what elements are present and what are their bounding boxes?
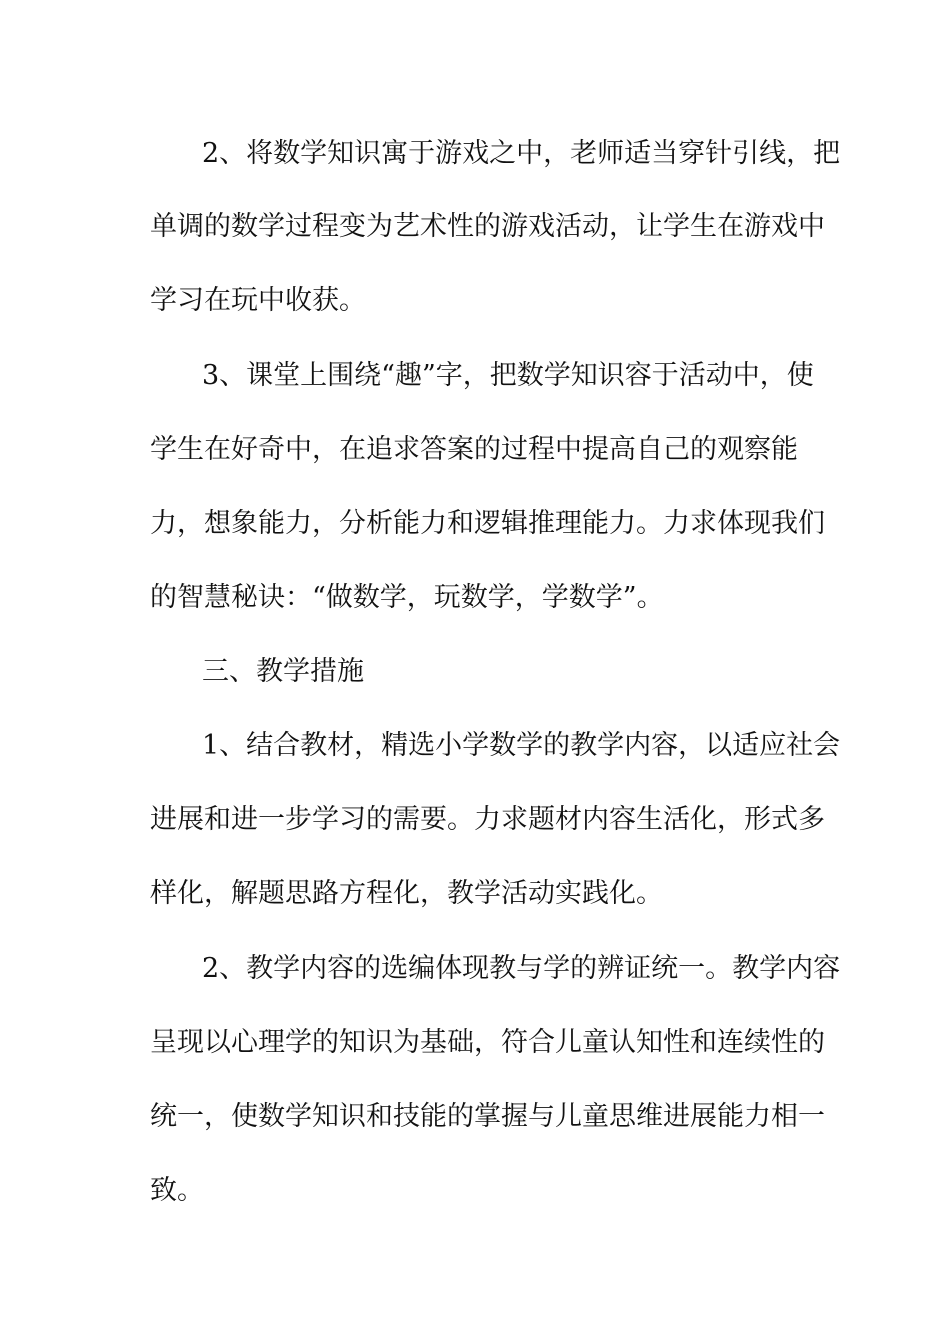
paragraph-2-line-1: 2、将数学知识寓于游戏之中，老师适当穿针引线，把 — [202, 138, 841, 169]
measure-1-line-3: 样化，解题思路方程化，教学活动实践化。 — [150, 878, 663, 909]
paragraph-3-line-4: 的智慧秘诀：“做数学，玩数学，学数学”。 — [150, 582, 664, 613]
paragraph-3-line-1: 3、课堂上围绕“趣”字，把数学知识容于活动中，使 — [202, 360, 814, 391]
measure-1-line-1: 1、结合教材，精选小学数学的教学内容，以适应社会 — [202, 730, 841, 761]
paragraph-2-line-3: 学习在玩中收获。 — [150, 285, 366, 316]
measure-2-line-1: 2、教学内容的选编体现教与学的辨证统一。教学内容 — [202, 953, 841, 984]
measure-2-line-3: 统一，使数学知识和技能的掌握与儿童思维进展能力相一 — [150, 1101, 825, 1132]
measure-2-line-4: 致。 — [150, 1175, 204, 1206]
paragraph-2-line-2: 单调的数学过程变为艺术性的游戏活动，让学生在游戏中 — [150, 211, 825, 242]
section-heading: 三、教学措施 — [202, 656, 364, 687]
measure-2-line-2: 呈现以心理学的知识为基础，符合儿童认知性和连续性的 — [150, 1027, 825, 1058]
paragraph-3-line-3: 力，想象能力，分析能力和逻辑推理能力。力求体现我们 — [150, 508, 825, 539]
measure-1-line-2: 进展和进一步学习的需要。力求题材内容生活化，形式多 — [150, 804, 825, 835]
paragraph-3-line-2: 学生在好奇中，在追求答案的过程中提高自己的观察能 — [150, 434, 798, 465]
